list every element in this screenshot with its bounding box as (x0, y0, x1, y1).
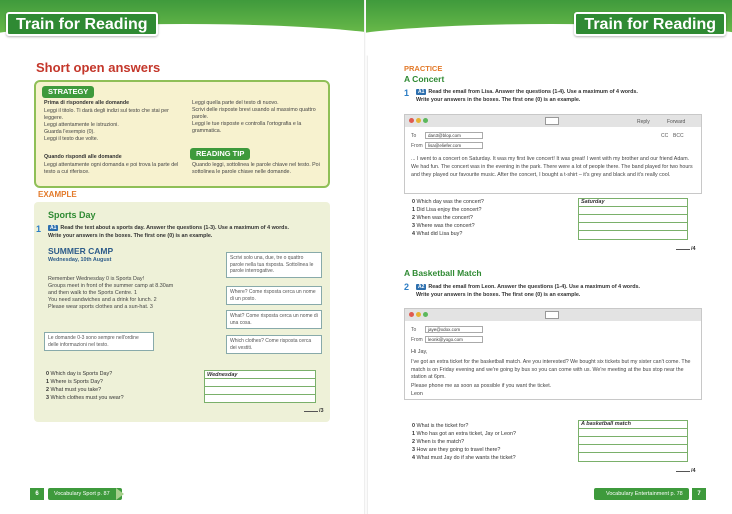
before-list: Leggi il titolo. Ti darà degli indizi sul testo che stai per leggere. Leggi attentamente le istruzioni. Guarda l'esempio (0). Leggi il testo due volte. (44, 108, 169, 142)
level-badge: A1 (50, 225, 57, 231)
answer-box[interactable] (579, 207, 687, 215)
reply-button[interactable]: Reply (637, 119, 650, 125)
vocab-link[interactable]: Vocabulary Entertainment p. 78 (594, 488, 689, 500)
section-tab: Train for Reading (574, 12, 726, 36)
score: /4 (676, 246, 696, 252)
level-badge: A1 (418, 89, 425, 95)
score: /4 (676, 468, 696, 474)
strategy-label: STRATEGY (42, 86, 94, 98)
page-number: 6 (30, 488, 44, 500)
answer-table (578, 198, 688, 240)
answer-box[interactable] (579, 453, 687, 461)
camp-title: SUMMER CAMP (48, 246, 114, 256)
hint-note: What? Come risposta cerca un nome di una cosa. (226, 310, 322, 329)
camp-text: Remember Wednesday 0 is Sports Day! Groups meet in front of the summer camp at 8.30am and then walk to the Sports Centre. 1 You need sandwiches and a drink for lunch. 2 Please wear sports clothes and a sun-hat. 3 (48, 276, 174, 310)
vocab-link[interactable]: Vocabulary Sport p. 87 (48, 488, 122, 500)
strategy-box: STRATEGY Prima di rispondere alle domande Leggi il titolo. Ti darà degli indizi sul testo che stai per leggere. Leggi attentamente le istruzioni. Guarda l'esempio (0). Leggi il testo due volte. Quando rispondi alle domande Leggi attentamente ogni domanda e poi trova la parte del testo a cui riferisce. Leggi quella parte del testo di nuovo. Scrivi delle risposte brevi usando al massimo quattro parole. Leggi le tue risposte e controlla l'ortografia e la grammatica. READING TIP Quando leggi, sottolinea le parole chiave nel testo. Poi sottolinea le parole chiave nelle domande. (34, 80, 330, 188)
concert-title: A Concert (404, 74, 445, 84)
email-body: I've got an extra ticket for the basketball match. Are you interested? We bought six tickets but my sister can't come. The match is on Friday evening and we're going by bus so you can come with us. We're meeting at the bus stop near the station at 6pm. (411, 359, 691, 380)
answer-box[interactable] (204, 394, 316, 403)
questions-list: 0 What is the ticket for? 1 Who has got an extra ticket, Jay or Leon? 2 When is the match? 3 How are they going to travel there? 4 What must Jay do if she wants the ticket? (412, 423, 516, 461)
envelope-icon (545, 117, 559, 125)
envelope-icon (545, 311, 559, 319)
right-strategy-list: Leggi quella parte del testo di nuovo. Scrivi delle risposte brevi usando al massimo quattro parole. Leggi le tue risposte e controlla l'ortografia e la grammatica. (192, 100, 316, 134)
email-body: ... I went to a concert on Saturday. It was my first live concert! It was great! I went with my brother and our friend Adam. We had fun. The concert was in the evening in the park. There were a lot of people there. The band played for two hours and they played our favourite music. After the concert, I bought a t-shirt – it's grey and black and it's really cool. (411, 156, 693, 178)
example-box: Sports Day 1 A1 Read the text about a sports day. Answer the questions (1-3). Use a maximum of 4 words. Write your answers in the boxes. The first one (0) is an example. SUMMER CAMP Wednesday, 10th August Remember Wednesday 0 is Sports Day! Groups meet in front of the summer camp at 8.30am and then walk to the Sports Centre. 1 You need sandwiches and a drink for lunch. 2 Please wear sports clothes and a sun-hat. 3 Scrivi solo una, due, tre o quattro parole nella tua risposta. Sottolinea le parole interrogative. Where? Come risposta cerca un nome di un posto. What? Come risposta cerca un nome di una cosa. Which clothes? Come risposta cerca dei vestiti. Le domande 0-3 sono sempre nell'ordine delle informazioni nel testo. 0 Which day is Sports Day? 1 Where is Sports Day? 2 What must you take? 3 Which clothes must you wear? Wednesday /3 (34, 202, 330, 422)
answer-box[interactable]: Wednesday (204, 370, 316, 379)
page-title: Short open answers (36, 60, 161, 75)
email-window: To jaye@xdox.com From leonk@yogo.com Hi Jay, I've got an extra ticket for the basketball match. Are you interested? We bought six tickets but my sister can't come. The match is on Friday evening and we're going by bus so you can come with us. We're meeting at the bus stop near the station at 6pm. Please phone me as soon as possible if you want the ticket. Leon (404, 308, 702, 400)
questions-list: 0 Which day is Sports Day? 1 Where is Sports Day? 2 What must you take? 3 Which clothes must you wear? (46, 371, 124, 401)
hint-note: Which clothes? Come risposta cerca dei vestiti. (226, 335, 322, 354)
answer-box[interactable] (579, 231, 687, 239)
answer-table (578, 420, 688, 462)
forward-button[interactable]: Forward (667, 119, 686, 125)
answer-box[interactable] (579, 445, 687, 453)
answer-box[interactable]: Saturday (579, 199, 687, 207)
answer-box[interactable] (579, 215, 687, 223)
example-label: EXAMPLE (38, 190, 77, 199)
hint-note: Scrivi solo una, due, tre o quattro parole nella tua risposta. Sottolinea le parole interrogative. (226, 252, 322, 278)
hint-note: Where? Come risposta cerca un nome di un posto. (226, 286, 322, 305)
score: /3 (304, 408, 324, 414)
from-field[interactable]: leonk@yogo.com (425, 336, 483, 343)
answer-box[interactable]: A basketball match (579, 421, 687, 429)
page-number: 7 (692, 488, 706, 500)
answer-box[interactable] (579, 437, 687, 445)
to-field[interactable]: dan3@blop.com (425, 132, 483, 139)
order-note: Le domande 0-3 sono sempre nell'ordine delle informazioni nel testo. (44, 332, 154, 351)
section-tab: Train for Reading (6, 12, 158, 36)
camp-date: Wednesday, 10th August (48, 257, 112, 263)
right-page: Train for Reading PRACTICE A Concert 1 A1 Read the email from Lisa. Answer the questions (1-4). Use a maximum of 4 words. Write your answers in the boxes. The first one (0) is an example. Reply Forward To dan3@blop.com From lisa@eliefer.com CC BCC ... I went to a concert on Saturday. It was my first live concert! It was great! I went with my brother and our friend Adam. We had fun. The concert was in the evening in the park. There were a lot of people there. The band played for two hours and they played our favourite music. After the concert, I bought a t-shirt – it's grey and black and it's really cool. 0 Which day was the concert? 1 Did Lisa enjoy the concert? 2 When was the concert? 3 Where was the concert? 4 What did Lisa buy? Saturday /4 A Basketball Match 2 A2 Read the email from Leon. Answer the questions (1-4). Use a maximum of 4 words. Write your answers in the boxes. The first one (0) is an example. To jaye@xdox.com From leonk@yogo.com Hi Jay, I've got an extra ticket for the basketball match. Are you interested? We bought six tickets but my sister can't come. The match is on Friday evening and we're going by bus so you can come with us. We're meeting at the bus stop near the station at 6pm. Please phone me as soon as possible if you want the ticket. Leon 0 What is the ticket for? 1 Who has got an extra ticket, Jay or Leon? 2 When is the match? 3 How are they going to travel there? 4 What must Jay do if she wants the ticket? A basketball match /4 Vocabulary Entertainment p. 78 7 (366, 0, 732, 514)
email-window: Reply Forward To dan3@blop.com From lisa@eliefer.com CC BCC ... I went to a concert on Saturday. It was my first live concert! It was great! I went with my brother and our friend Adam. We had fun. The concert was in the evening in the park. There were a lot of people there. The band played for two hours and they played our favourite music. After the concert, I bought a t-shirt – it's grey and black and it's really cool. (404, 114, 702, 194)
answer-box[interactable] (579, 429, 687, 437)
practice-label: PRACTICE (404, 64, 443, 73)
basketball-title: A Basketball Match (404, 268, 482, 278)
from-field[interactable]: lisa@eliefer.com (425, 142, 483, 149)
to-field[interactable]: jaye@xdox.com (425, 326, 483, 333)
reading-tip-text: Quando leggi, sottolinea le parole chiave nel testo. Poi sottolinea le parole chiave nelle domande. (192, 162, 320, 175)
sports-day-title: Sports Day (48, 210, 96, 220)
level-badge: A2 (418, 284, 425, 290)
questions-list: 0 Which day was the concert? 1 Did Lisa enjoy the concert? 2 When was the concert? 3 Where was the concert? 4 What did Lisa buy? (412, 199, 484, 237)
reading-tip-label: READING TIP (190, 148, 250, 160)
answer-box[interactable] (579, 223, 687, 231)
